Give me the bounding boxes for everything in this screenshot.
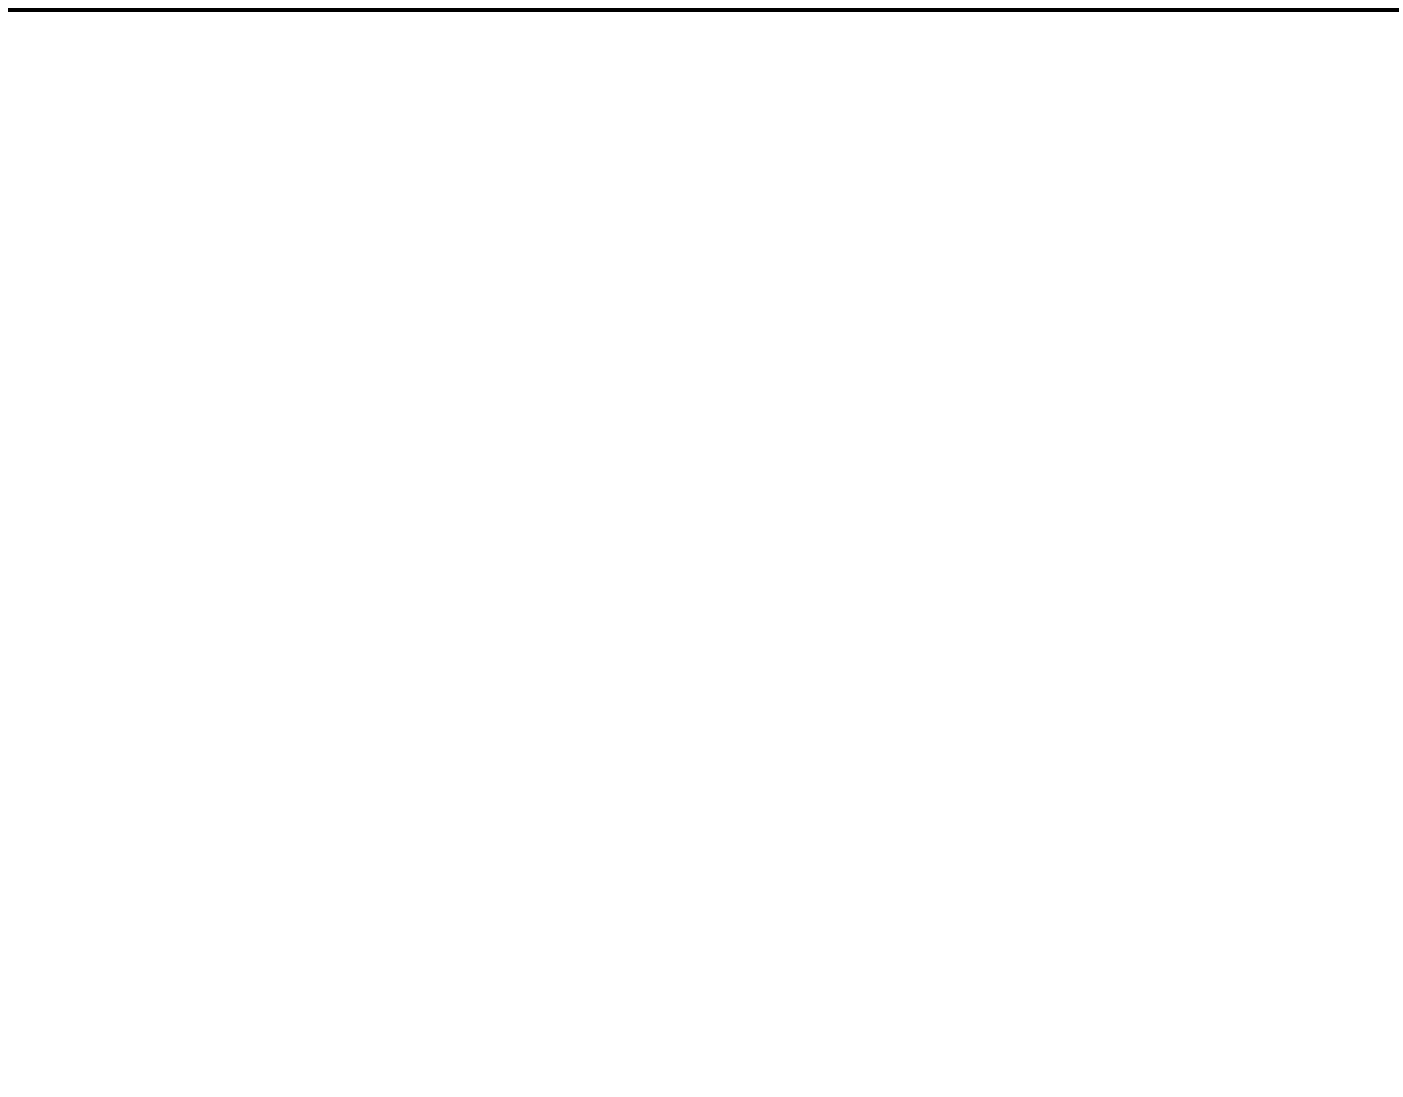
- spreadsheet: [8, 8, 1399, 12]
